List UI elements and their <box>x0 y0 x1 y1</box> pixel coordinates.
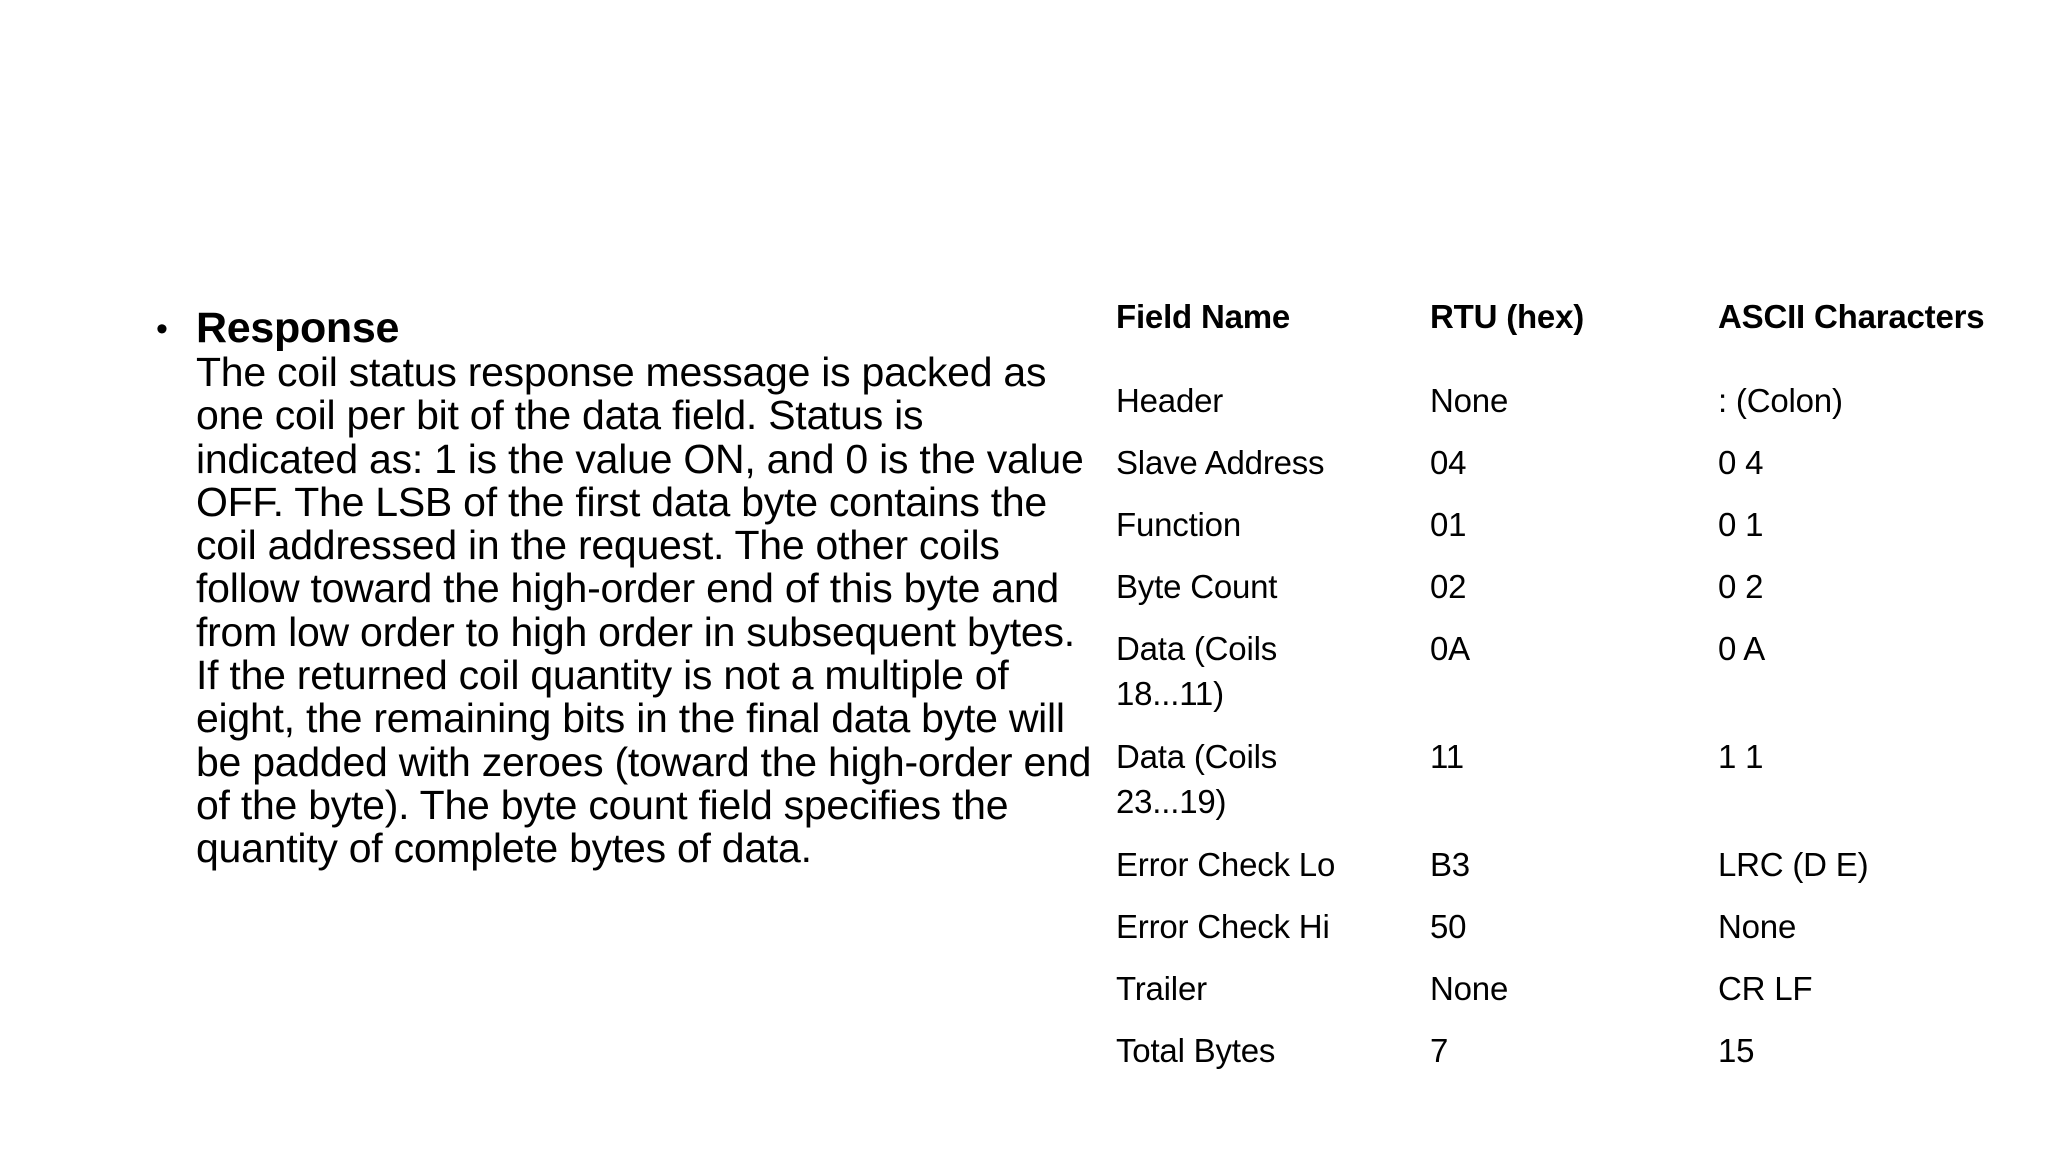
table-row <box>1116 626 2038 734</box>
cell-field-name: Header <box>1116 382 1224 419</box>
cell-rtu: 04 <box>1430 444 1467 481</box>
cell-field-name: Trailer <box>1116 970 1207 1007</box>
cell-ascii: None <box>1718 908 1797 945</box>
response-heading: Response <box>196 304 400 352</box>
bullet-item-response <box>150 304 1092 872</box>
cell-field-name: Error Check Hi <box>1116 908 1330 945</box>
table-row <box>1116 1028 2038 1090</box>
cell-rtu: 01 <box>1430 506 1467 543</box>
table-header-row <box>1116 288 2038 346</box>
cell-rtu: 50 <box>1430 908 1467 945</box>
cell-field-name: Function <box>1116 506 1241 543</box>
cell-field-name: Total Bytes <box>1116 1032 1276 1069</box>
table-row <box>1116 966 2038 1028</box>
cell-ascii: 0 4 <box>1718 444 1764 481</box>
column-header-field-name: Field Name <box>1116 298 1291 335</box>
cell-rtu: 02 <box>1430 568 1467 605</box>
cell-ascii: 0 A <box>1718 630 1766 667</box>
cell-ascii: LRC (D E) <box>1718 846 1869 883</box>
response-body: The coil status response message is packed as one coil per bit of the data field. Status is indicated as: 1 is the value ON, and 0 is the value OFF. The LSB of the first data byte contains the coil addressed in the request. The other coils follow toward the high-order end of this byte and from low order to high order in subsequent bytes. If the returned coil quantity is not a multiple of eight, the remaining bits in the final data byte will be padded with zeroes (toward the high-order end of the byte). The byte count field specifies the quantity of complete bytes of data. <box>196 349 1092 872</box>
cell-rtu: None <box>1430 970 1509 1007</box>
cell-field-name <box>1116 626 1430 734</box>
bullet-icon: • <box>156 310 168 348</box>
cell-rtu: None <box>1430 382 1509 419</box>
table-row <box>1116 842 2038 904</box>
cell-field-name: Error Check Lo <box>1116 846 1336 883</box>
cell-ascii: 0 1 <box>1718 506 1764 543</box>
cell-ascii: CR LF <box>1718 970 1813 1007</box>
cell-rtu: 7 <box>1430 1032 1449 1069</box>
table-row <box>1116 502 2038 564</box>
table-row <box>1116 734 2038 842</box>
cell-field-name-text: Data (Coils 18...11) <box>1116 630 1278 712</box>
cell-field-name: Slave Address <box>1116 444 1325 481</box>
cell-ascii: 1 1 <box>1718 738 1764 775</box>
cell-rtu: B3 <box>1430 846 1470 883</box>
cell-field-name-text: Data (Coils 23...19) <box>1116 738 1278 820</box>
table-row <box>1116 564 2038 626</box>
cell-rtu: 11 <box>1430 738 1464 775</box>
cell-ascii: : (Colon) <box>1718 382 1843 419</box>
cell-field-name: Byte Count <box>1116 568 1278 605</box>
table-row <box>1116 378 2038 440</box>
cell-ascii: 0 2 <box>1718 568 1764 605</box>
cell-field-name <box>1116 734 1430 842</box>
column-header-rtu: RTU (hex) <box>1430 298 1585 335</box>
cell-rtu: 0A <box>1430 630 1470 667</box>
cell-ascii: 15 <box>1718 1032 1755 1069</box>
response-section <box>150 304 1092 872</box>
message-fields-table <box>1116 288 2038 1090</box>
column-header-ascii: ASCII Characters <box>1718 298 1985 335</box>
table-row <box>1116 440 2038 502</box>
table-row <box>1116 904 2038 966</box>
